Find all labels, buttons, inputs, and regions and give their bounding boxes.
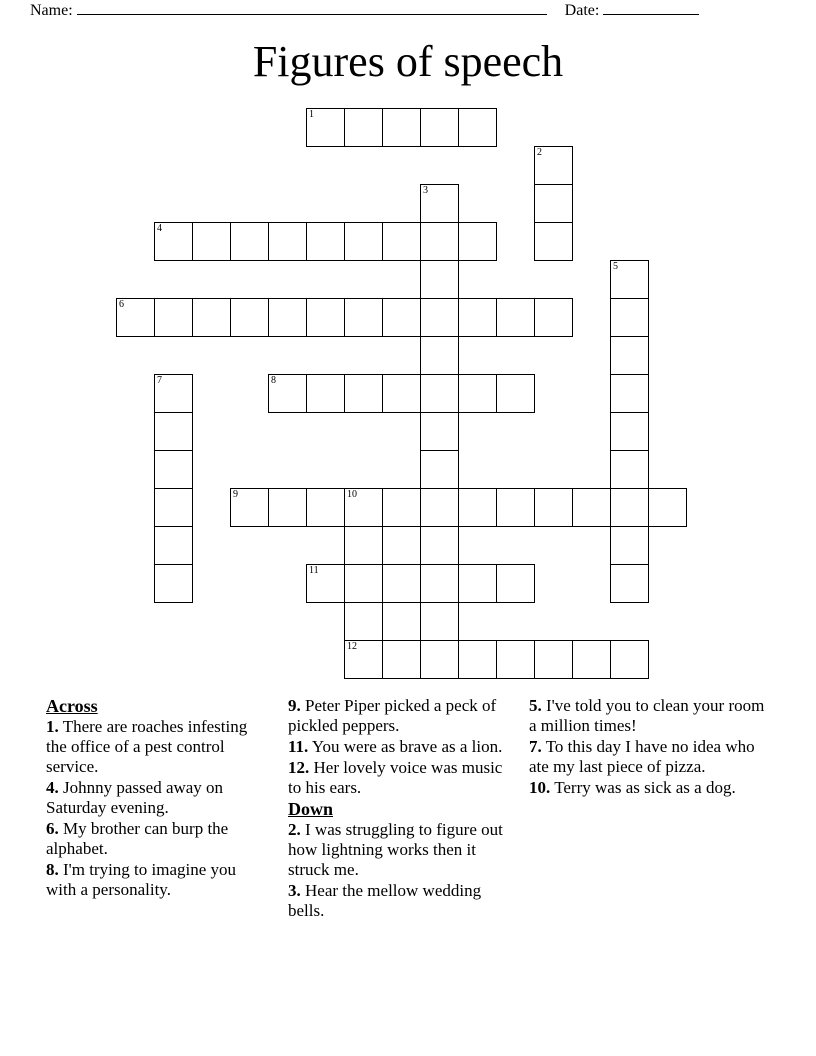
grid-cell[interactable] [268,222,307,261]
grid-cell[interactable] [648,488,687,527]
grid-cell[interactable] [344,602,383,641]
grid-cell[interactable] [610,374,649,413]
grid-cell[interactable] [154,450,193,489]
clue-item [288,758,516,798]
grid-cell[interactable] [344,222,383,261]
clue-item [529,737,774,777]
grid-cell[interactable] [154,488,193,527]
cell-number: 6 [119,299,124,310]
clues-column-3 [529,696,774,799]
grid-cell[interactable] [116,298,155,337]
grid-cell[interactable] [306,222,345,261]
clue-item [529,696,774,736]
cell-number: 8 [271,375,276,386]
across-heading: Across [46,696,98,716]
grid-cell[interactable] [306,108,345,147]
grid-cell[interactable] [420,640,459,679]
cell-number: 10 [347,489,357,500]
grid-cell[interactable] [420,602,459,641]
clue-item [288,696,516,736]
grid-cell[interactable] [192,298,231,337]
cell-number: 9 [233,489,238,500]
grid-cell[interactable] [382,488,421,527]
grid-cell[interactable] [572,640,611,679]
down-clue-list-part2 [529,696,774,798]
clue-text: Peter Piper picked a peck of pickled peppers. [288,696,497,735]
cell-number: 4 [157,223,162,234]
cell-number: 2 [537,147,542,158]
grid-cell[interactable] [382,298,421,337]
clue-item [288,737,516,757]
grid-cell[interactable] [420,450,459,489]
across-clue-list-part2 [288,696,516,798]
down-heading: Down [288,799,334,819]
grid-cell[interactable] [154,412,193,451]
grid-cell[interactable] [344,298,383,337]
clue-text: I was struggling to figure out how lightning works then it struck me. [288,820,503,879]
clue-number: 7. [529,737,542,756]
grid-cell[interactable] [154,526,193,565]
date-input-rule[interactable] [603,0,699,15]
cell-number: 1 [309,109,314,120]
grid-cell[interactable] [344,564,383,603]
clue-item [46,819,261,859]
grid-cell[interactable] [154,564,193,603]
grid-cell[interactable] [382,564,421,603]
across-clue-list-part1 [46,717,261,900]
clue-text: Terry was as sick as a dog. [550,778,736,797]
grid-cell[interactable] [306,374,345,413]
crossword-grid[interactable] [0,108,816,688]
clues-column-1 [46,696,261,901]
grid-cell[interactable] [420,488,459,527]
clue-item [529,778,774,798]
grid-cell[interactable] [344,526,383,565]
grid-cell[interactable] [268,374,307,413]
grid-cell[interactable] [610,640,649,679]
grid-cell[interactable] [192,222,231,261]
clue-text: Johnny passed away on Saturday evening. [46,778,224,817]
name-input-rule[interactable] [77,0,547,15]
clue-text: I'm trying to imagine you with a personality. [46,860,237,899]
down-clue-list-part1 [288,820,516,921]
grid-cell[interactable] [534,222,573,261]
grid-cell[interactable] [420,298,459,337]
clue-text: You were as brave as a lion. [308,737,503,756]
grid-cell[interactable] [610,564,649,603]
clue-number: 6. [46,819,59,838]
clue-number: 12. [288,758,310,777]
grid-cell[interactable] [610,526,649,565]
grid-cell[interactable] [534,488,573,527]
cell-number: 5 [613,261,618,272]
grid-cell[interactable] [344,640,383,679]
grid-cell[interactable] [420,222,459,261]
grid-cell[interactable] [610,488,649,527]
cell-number: 7 [157,375,162,386]
grid-cell[interactable] [572,488,611,527]
cell-number: 12 [347,641,357,652]
clue-text: I've told you to clean your room a million times! [529,696,765,735]
grid-cell[interactable] [458,564,497,603]
grid-cell[interactable] [496,564,535,603]
grid-cell[interactable] [420,564,459,603]
grid-cell[interactable] [458,488,497,527]
clue-item [288,881,516,921]
grid-cell[interactable] [610,336,649,375]
grid-cell[interactable] [306,564,345,603]
grid-cell[interactable] [344,108,383,147]
clue-number: 8. [46,860,59,879]
grid-cell[interactable] [610,412,649,451]
grid-cell[interactable] [154,298,193,337]
grid-cell[interactable] [496,640,535,679]
clue-text: To this day I have no idea who ate my last piece of pizza. [529,737,755,776]
clue-number: 5. [529,696,542,715]
clue-item [46,778,261,818]
clue-number: 1. [46,717,59,736]
grid-cell[interactable] [344,488,383,527]
grid-cell[interactable] [344,374,383,413]
clues-column-2 [288,696,516,922]
grid-cell[interactable] [420,526,459,565]
grid-cell[interactable] [420,184,459,223]
clues-section [46,696,776,996]
clue-number: 10. [529,778,551,797]
cell-number: 3 [423,185,428,196]
grid-cell[interactable] [534,146,573,185]
grid-cell[interactable] [420,374,459,413]
grid-cell[interactable] [230,488,269,527]
clue-number: 3. [288,881,301,900]
grid-cell[interactable] [268,488,307,527]
grid-cell[interactable] [458,108,497,147]
grid-cell[interactable] [154,222,193,261]
grid-cell[interactable] [230,222,269,261]
grid-cell[interactable] [496,488,535,527]
grid-cell[interactable] [420,412,459,451]
grid-cell[interactable] [458,298,497,337]
name-label: Name: [30,2,73,19]
clue-number: 2. [288,820,301,839]
grid-cell[interactable] [382,108,421,147]
grid-cell[interactable] [610,298,649,337]
grid-cell[interactable] [230,298,269,337]
grid-cell[interactable] [458,640,497,679]
clue-number: 4. [46,778,59,797]
cell-number: 11 [309,565,319,576]
grid-cell[interactable] [458,374,497,413]
clue-text: Hear the mellow wedding bells. [288,881,482,920]
name-date-header [30,0,786,28]
grid-cell[interactable] [534,640,573,679]
page-title: Figures of speech [252,37,564,86]
grid-cell[interactable] [496,374,535,413]
grid-cell[interactable] [610,450,649,489]
grid-cell[interactable] [268,298,307,337]
grid-cell[interactable] [458,222,497,261]
grid-cell[interactable] [306,488,345,527]
grid-cell[interactable] [534,298,573,337]
grid-cell[interactable] [306,298,345,337]
grid-cell[interactable] [382,222,421,261]
grid-cell[interactable] [496,298,535,337]
grid-cell[interactable] [610,260,649,299]
grid-cell[interactable] [420,108,459,147]
clue-text: Her lovely voice was music to his ears. [288,758,503,797]
clue-item [46,717,261,777]
grid-cell[interactable] [382,374,421,413]
grid-cell[interactable] [420,260,459,299]
grid-cell[interactable] [534,184,573,223]
clue-number: 9. [288,696,301,715]
grid-cell[interactable] [382,640,421,679]
grid-cell[interactable] [154,374,193,413]
clue-text: My brother can burp the alphabet. [46,819,229,858]
clue-item [46,860,261,900]
clue-text: There are roaches infesting the office of a pest control service. [46,717,248,776]
clue-item [288,820,516,880]
grid-cell[interactable] [420,336,459,375]
clue-number: 11. [288,737,309,756]
date-label: Date: [564,2,600,19]
